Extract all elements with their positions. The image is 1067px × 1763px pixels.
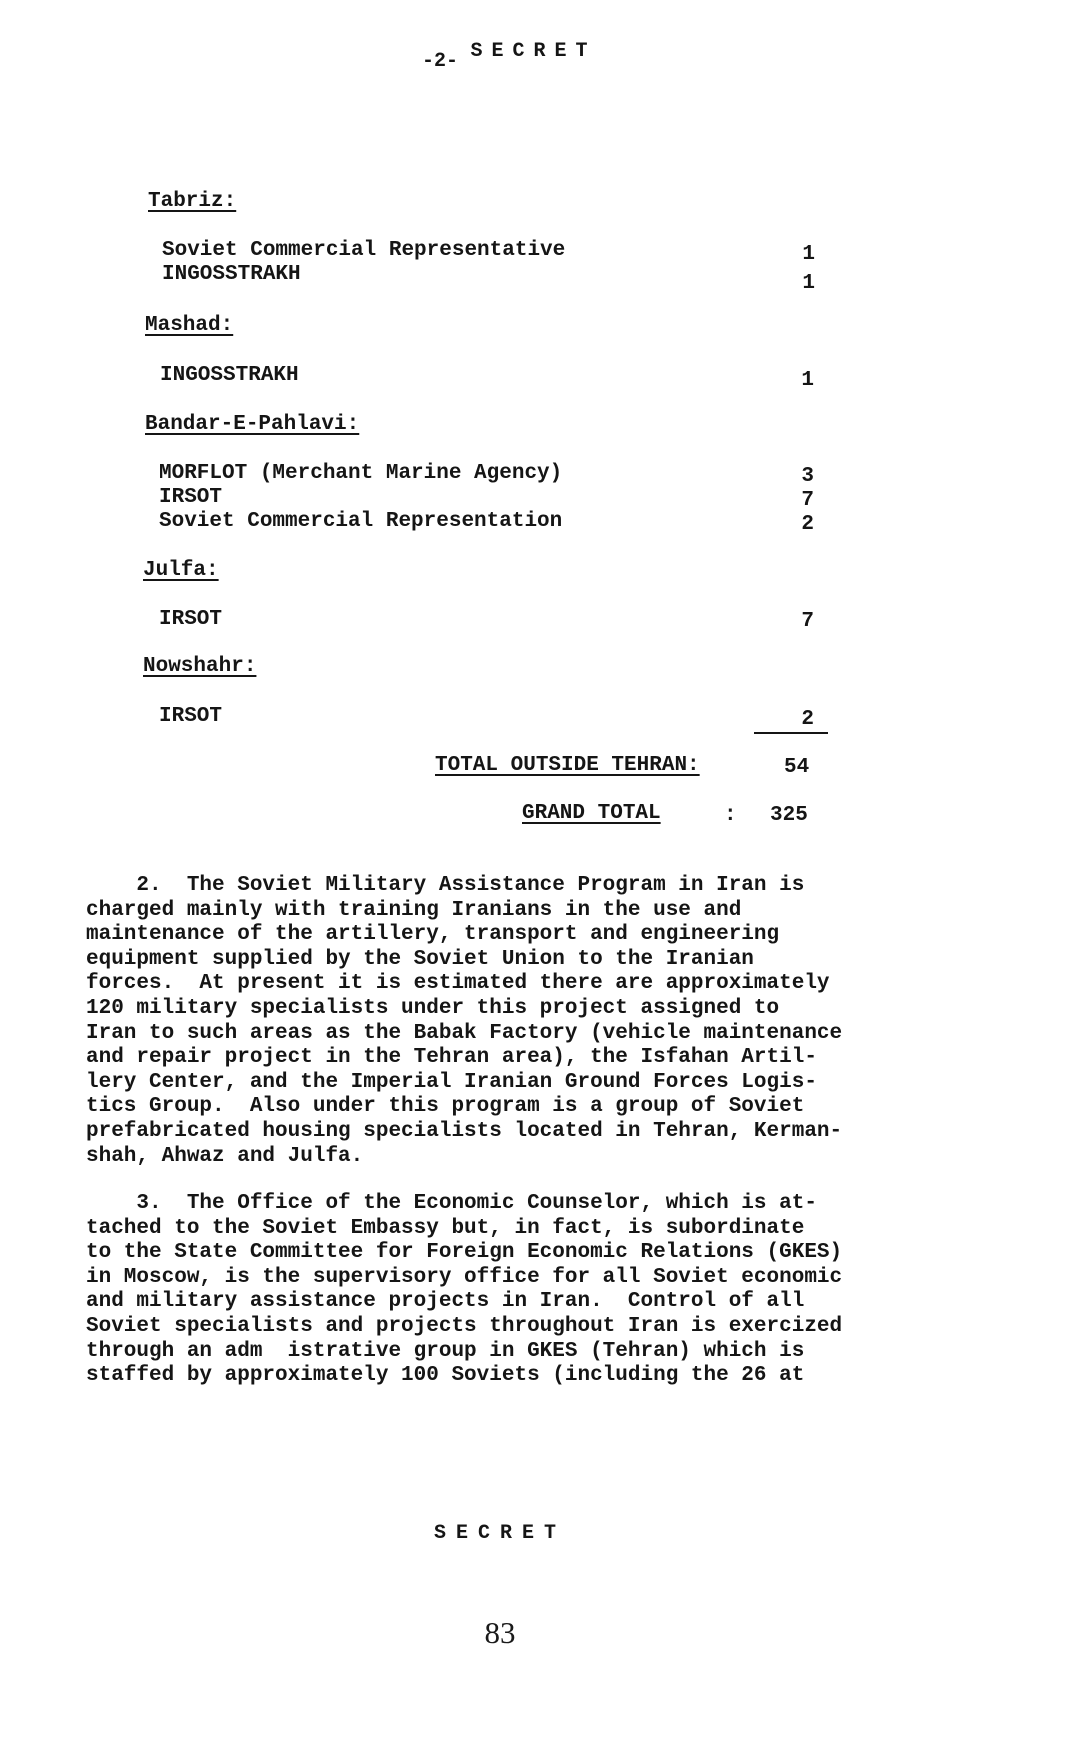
list-item-name: IRSOT [159, 705, 223, 728]
section-heading-nowshahr: Nowshahr: [143, 655, 257, 678]
list-item-count: 3 [801, 465, 814, 488]
list-item-count: 2 [801, 708, 814, 731]
paragraph-line: prefabricated housing specialists located in Tehran, Kerman- [86, 1119, 843, 1143]
paragraph-line: tics Group. Also under this program is a group of Soviet [86, 1095, 805, 1119]
list-item-name: IRSOT [159, 486, 223, 509]
paragraph-line: and repair project in the Tehran area), the Isfahan Artil- [86, 1046, 817, 1070]
list-item-count: 1 [802, 272, 815, 295]
classification-header: SECRET [470, 40, 597, 63]
total-outside-tehran-value: 54 [784, 756, 810, 779]
paragraph-line: 120 military specialists under this project assigned to [86, 996, 780, 1020]
paragraph-line: 3. The Office of the Economic Counselor, which is at- [86, 1192, 817, 1215]
paragraph-line: Soviet specialists and projects throughout Iran is exercized [86, 1314, 843, 1338]
list-item-name: IRSOT [159, 608, 223, 631]
total-outside-tehran-label: TOTAL OUTSIDE TEHRAN: [435, 754, 700, 777]
page-marker: -2- [421, 50, 458, 73]
paragraph-line: lery Center, and the Imperial Iranian Ground Forces Logis- [86, 1070, 817, 1094]
section-heading-mashad: Mashad: [145, 314, 234, 337]
list-item-count: 1 [801, 369, 814, 392]
paragraph-line: 2. The Soviet Military Assistance Program in Iran is [86, 874, 805, 897]
list-item-count: 7 [801, 489, 814, 512]
list-item-count: 2 [801, 513, 814, 536]
list-item-name: Soviet Commercial Representative [162, 239, 566, 262]
paragraph-line: and military assistance projects in Iran. Control of all [86, 1290, 805, 1314]
paragraph-line: maintenance of the artillery, transport and engineering [86, 923, 780, 947]
paragraph-3 [86, 1192, 986, 1389]
paragraph-line: tached to the Soviet Embassy but, in fact, is subordinate [86, 1216, 805, 1240]
list-item-count: 1 [802, 243, 815, 266]
grand-total-label: GRAND TOTAL [522, 802, 661, 825]
paragraph-line: equipment supplied by the Soviet Union to the Iranian [86, 947, 754, 971]
list-item-count: 7 [801, 610, 814, 633]
archive-page-number: 83 [484, 1615, 516, 1650]
paragraph-line: to the State Committee for Foreign Economic Relations (GKES) [86, 1241, 843, 1265]
list-item-name: MORFLOT (Merchant Marine Agency) [159, 462, 563, 485]
grand-total-value: 325 [770, 804, 808, 827]
paragraph-line: through an adm istrative group in GKES (Tehran) which is [86, 1339, 805, 1363]
paragraph-line: Iran to such areas as the Babak Factory (vehicle maintenance [86, 1021, 843, 1045]
paragraph-2 [86, 874, 986, 1169]
paragraph-line: forces. At present it is estimated there are approximately [86, 972, 830, 996]
list-item-name: Soviet Commercial Representation [159, 510, 563, 533]
paragraph-line: charged mainly with training Iranians in the use and [86, 898, 742, 922]
section-heading-tabriz: Tabriz: [148, 190, 237, 213]
classification-footer: SECRET [433, 1522, 566, 1545]
subtotal-rule [754, 732, 828, 734]
section-heading-bandar-e-pahlavi: Bandar-E-Pahlavi: [145, 413, 360, 436]
grand-total-separator: : [724, 804, 737, 827]
paragraph-line: shah, Ahwaz and Julfa. [86, 1144, 364, 1168]
section-heading-julfa: Julfa: [143, 559, 219, 582]
paragraph-line: staffed by approximately 100 Soviets (including the 26 at [86, 1364, 805, 1388]
list-item-name: INGOSSTRAKH [160, 364, 299, 387]
paragraph-line: in Moscow, is the supervisory office for all Soviet economic [86, 1265, 843, 1289]
list-item-name: INGOSSTRAKH [162, 263, 301, 286]
